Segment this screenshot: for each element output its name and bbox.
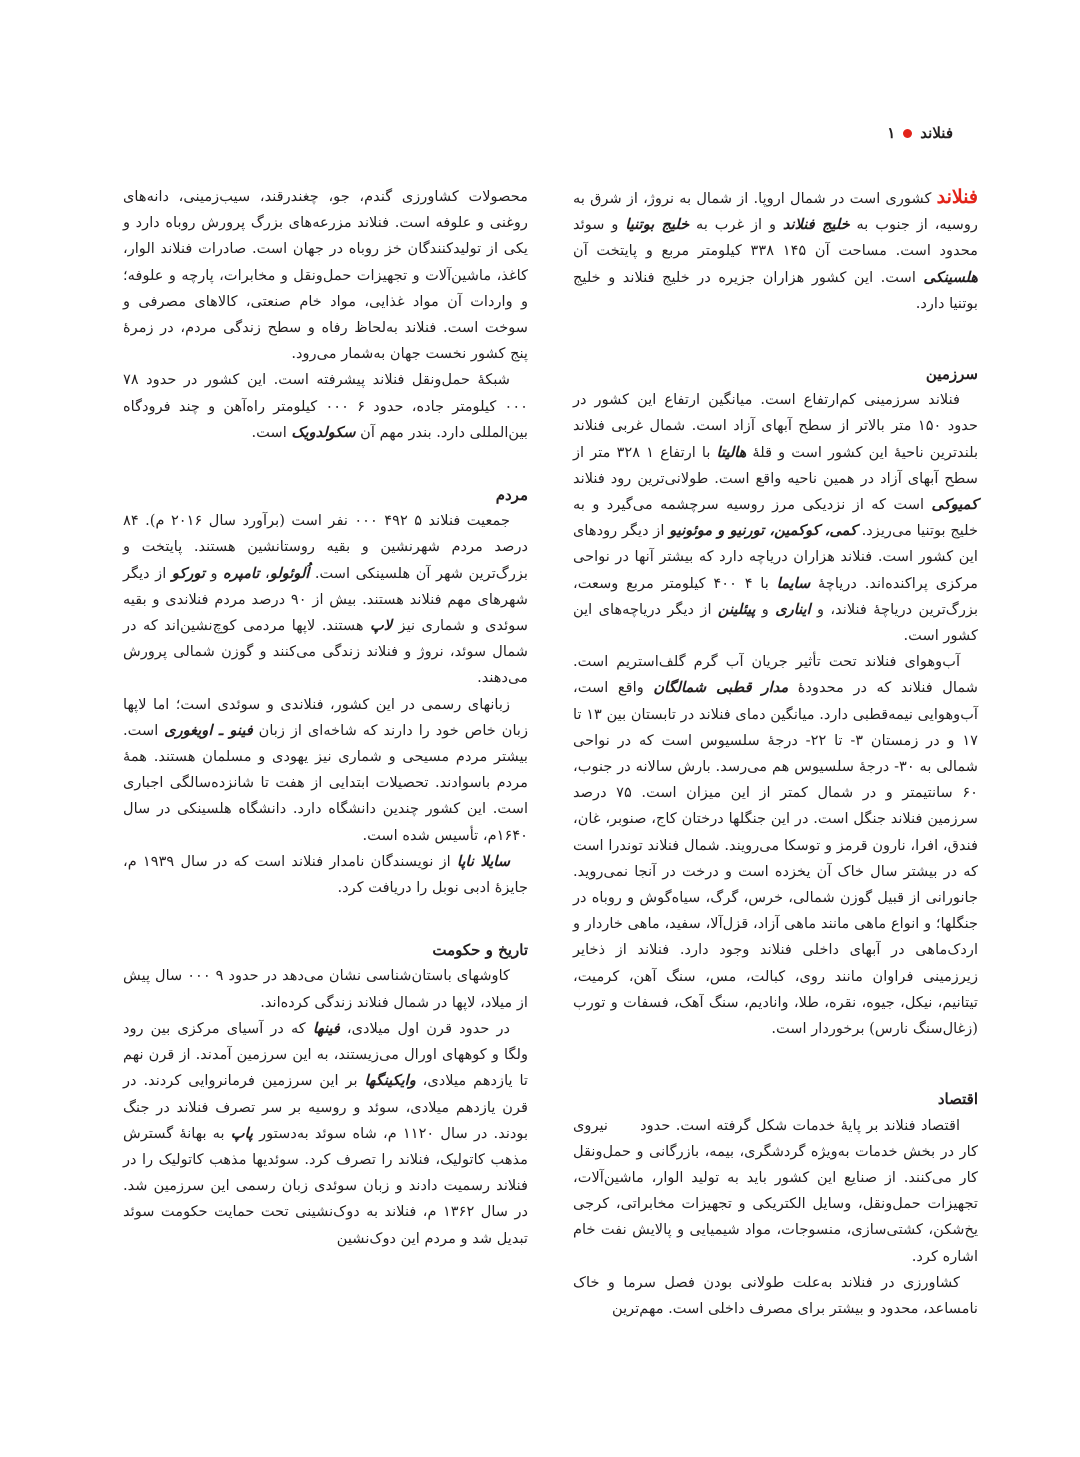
- emphasized-term: لاپ: [370, 617, 393, 635]
- emphasized-term: وایکینگها: [364, 1072, 416, 1090]
- emphasized-term: سکولدویک: [291, 423, 356, 441]
- emphasized-term: خلیج فنلاند: [782, 216, 850, 234]
- emphasized-term: تامپره: [223, 564, 260, 582]
- text-run: زبانهای رسمی در این کشور، فنلاندی و سوئدی است؛ اما لاپها زبان خاص خود را دارند که شاخه‌ای از زبان: [123, 695, 529, 739]
- text-run: است.: [251, 423, 292, 441]
- text-run: است. شمال فنلاند که در محدودهٔ: [573, 653, 978, 697]
- emphasized-term: تورکو: [171, 564, 205, 582]
- text-run: بر این سرزمین فرمانروایی کردند. در قرن یازدهم میلادی، سوئد و روسیه بر سر تصرف فنلاند در جنگ بودند. در سال ۱۱۲۰ م، شاه سوئد به‌دستور: [123, 1072, 529, 1142]
- text-run: شبکهٔ حمل‌ونقل فنلاند پیشرفته است. این کشور در حدود ۷۸ ۰۰۰ کیلومتر جاده، حدود ۶ ۰۰۰ کیلومتر راه‌آهن و چند فرودگاه بین‌المللی دارد. بندر مهم آن: [123, 371, 529, 441]
- text-run: است. این کشور هزاران جزیره در خلیج فنلاند و خلیج بوتنیا دارد.: [573, 268, 978, 312]
- emphasized-term: کمیوکی: [931, 496, 978, 514]
- text-run: کشوری است در شمال: [784, 190, 937, 207]
- emphasized-term: سایما: [776, 574, 811, 592]
- text-run: آب‌وهوای فنلاند تحت تأثیر جریان آب گرم: [685, 653, 961, 671]
- text-run: ،: [259, 564, 270, 582]
- eqtesad-paragraph-2: کشاورزی در فنلاند به‌علت طولانی بودن فصل سرما و خاک نامساعد، محدود و بیشتر برای مصرف داخلی است. مهم‌ترین: [573, 1273, 978, 1317]
- emphasized-term: اروپا: [758, 190, 785, 207]
- text-run: ، از شرق به: [573, 190, 648, 207]
- text-run: به بهانهٔ گسترش مذهب کاتولیک، فنلاند را تصرف کرد. سوئدیها مذهب کاتولیک را در فنلاند رسمیت دادند و زبان سوئدی زبان رسمی این سرزمین شد. در سال ۱۳۶۲ م، فنلاند به دوک‌نشینی تحت حمایت حکومت سوئد تبدیل شد و مردم این دوک‌نشین: [123, 1124, 529, 1247]
- text-run: و: [755, 600, 776, 618]
- page-number: ۱: [887, 124, 896, 142]
- text-run: از دیگر شهرهای مهم فنلاند هستند. بیش از ۹۰ درصد مردم فنلاندی و بقیه سوئدی و شماری نیز: [123, 564, 528, 635]
- text-run: هستند. لاپها مردمی کوچ‌نشین‌اند که در شمال سوئد، نروژ و فنلاند زندگی می‌کنند و گوزن شمالی پرورش می‌دهند.: [123, 617, 528, 687]
- header-title: فنلاند: [920, 124, 953, 142]
- section-heading-sarzamin: سرزمین: [925, 365, 978, 384]
- emphasized-term: توندرا: [608, 836, 643, 854]
- intro-paragraph: [573, 184, 978, 317]
- text-run: . از شمال به: [674, 190, 759, 207]
- emphasized-term: ایناری: [775, 600, 811, 618]
- text-run: از دیگر دریاچه‌های این کشور است.: [573, 600, 978, 645]
- text-run: جمعیت فنلاند ۵ ۴۹۲ ۰۰۰ نفر است (برآورد سال ۲۰۱۶ م). ۸۴ درصد مردم شهرنشین و بقیه روستانشین هستند. پایتخت و بزرگ‌ترین شهر آن هلسینکی است.: [123, 512, 528, 582]
- sarzamin-paragraph-2: [573, 649, 978, 1042]
- running-header: [887, 124, 953, 142]
- emphasized-term: فینو ـ اویغوری: [164, 721, 253, 739]
- emphasized-term: خلیج بوتنیا: [625, 216, 690, 234]
- emphasized-term: سایلا ناپا: [456, 852, 510, 870]
- emphasized-term: سوئد: [573, 216, 605, 234]
- section-heading-eqtesad: اقتصاد: [937, 1090, 978, 1109]
- text-run: و از غرب به: [689, 216, 783, 234]
- emphasized-term: فینها: [312, 1019, 340, 1037]
- mardom-paragraph-2: [123, 692, 528, 849]
- text-run: است که در بیشتر سال خاک آن یخزده است و درخت در آنجا نمی‌روید. جانورانی از قبیل گوزن شمالی، خرس، گرگ، سیاه‌گوش و روباه در جنگلها؛ و انواع ماهی مانند ماهی آزاد، قزل‌آلا، سفید، ماهی خاردار و اردک‌ماهی در آبهای داخلی فنلاند وجود دارد. فنلاند از ذخایر زیرزمینی فراوان مانند روی، کبالت، مس، سنگ آهن، کرمیت، تیتانیم، نیکل، جیوه، نقره، طلا، وانادیم، سنگ آهک، فسفات و تورب (زغال‌سنگ نارس) برخوردار است.: [573, 836, 978, 1038]
- text-run: در حدود قرن اول میلادی،: [339, 1019, 510, 1037]
- lead-term: فنلاند: [936, 186, 979, 208]
- emphasized-term: کمی، کوکمین، تورنیو و موئونیو: [669, 522, 857, 540]
- text-run: از دیگر رودهای این کشور است. فنلاند هزاران دریاچه دارد که بیشتر آنها در نواحی مرکزی پراکنده‌اند. دریاچهٔ: [573, 522, 979, 592]
- header-bullet-icon: [903, 129, 912, 138]
- text-run: است که از نزدیکی مرز روسیه سرچشمه می‌گیرد و به خلیج بوتنیا می‌ریزد.: [573, 496, 978, 540]
- emphasized-term: پیئلینن: [717, 600, 756, 618]
- text-run: که در آسیای مرکزی بین رود ولگا و کوههای اورال می‌زیستند، به این سرزمین آمدند. از قرن نهم تا یازدهم میلادی،: [123, 1019, 528, 1090]
- history-paragraph-2: [123, 1016, 528, 1252]
- left-column: [123, 184, 528, 1252]
- text-run: محدود است. مساحت آن ۱۴۵ ۳۳۸ کیلومتر مربع و پایتخت آن: [573, 242, 978, 260]
- sarzamin-paragraph-1: [573, 387, 978, 649]
- transport-paragraph: [123, 367, 528, 446]
- text-run: ، از جنوب به: [849, 216, 940, 234]
- section-heading-history: تاریخ و حکومت: [432, 941, 528, 960]
- emphasized-term: روسیه: [939, 216, 978, 234]
- mardom-paragraph-3: [123, 849, 528, 901]
- emphasized-term: نروژ: [647, 190, 675, 207]
- emphasized-term: گلف‌استریم: [616, 653, 686, 671]
- emphasized-term: هلسینکی: [923, 268, 978, 286]
- emphasized-term: مدار قطبی شمالگان: [653, 679, 789, 697]
- mardom-paragraph-1: [123, 508, 528, 691]
- text-run: با ۴ ۴۰۰ کیلومتر مربع وسعت، بزرگ‌ترین دریاچهٔ فنلاند، و: [573, 574, 979, 618]
- history-paragraph-1: کاوشهای باستان‌شناسی نشان می‌دهد در حدود ۹ ۰۰۰ سال پیش از میلاد، لاپها در شمال فنلاند زندگی کرده‌اند.: [123, 967, 528, 1011]
- emphasized-term: پاپ: [230, 1124, 253, 1142]
- emphasized-term: اُلوئولو: [269, 564, 310, 582]
- text-run: فنلاند سرزمینی کم‌ارتفاع است. میانگین ارتفاع این کشور در حدود ۱۵۰ متر بالاتر از سطح آبهای آزاد است. شمال غربی فنلاند بلندترین ناحیهٔ این کشور است و قلهٔ: [573, 391, 979, 461]
- economy-continued-paragraph: محصولات کشاورزی گندم، جو، چغندرقند، سیب‌زمینی، دانه‌های روغنی و علوفه است. فنلاند مزرعه‌های بزرگ پرورش روباه دارد و یکی از تولیدکنندگان خز روباه در جهان است. صادرات فنلاند الوار، کاغذ، ماشین‌آلات و تجهیزات حمل‌ونقل و مخابرات، پارچه و علوفه؛ و واردات آن مواد غذایی، مواد خام صنعتی، کالاهای مصرفی و سوخت است. فنلاند به‌لحاظ رفاه و سطح زندگی مردم، در زمرهٔ پنج کشور نخست جهان به‌شمار می‌رود.: [123, 188, 528, 363]
- emphasized-term: هالیتا: [716, 443, 747, 461]
- text-run: و: [604, 216, 626, 234]
- text-run: و: [204, 564, 224, 582]
- section-heading-mardom: مردم: [495, 486, 528, 505]
- text-run: واقع است، آب‌وهوایی نیمه‌قطبی دارد. میانگین دمای فنلاند در تابستان بین ۱۳ تا ۱۷ و در زمستان ۳- تا ۲۲- درجهٔ سلسیوس است که در نواحی شمالی به ۳۰- درجهٔ سلسیوس هم می‌رسد. بارش سالانه در جنوب، ۶۰ سانتیمتر و در شمال کمتر از این میزان است. ۷۵ درصد سرزمین فنلاند جنگل است. در این جنگلها درختان کاج، صنوبر، غان، فندق، افرا، نارون قرمز و توسکا می‌رویند. شمال فنلاند: [573, 679, 978, 854]
- eqtesad-paragraph-1: اقتصاد فنلاند بر پایهٔ خدمات شکل گرفته است. حدود نیروی کار در بخش خدمات به‌ویژه گردشگری، بیمه، بازرگانی و حمل‌ونقل کار می‌کنند. از صنایع این کشور باید به تولید الوار، ماشین‌آلات، تجهیزات حمل‌ونقل، وسایل الکتریکی و تجهیزات مخابراتی، کرجی یخ‌شکن، کشتی‌سازی، منسوجات، مواد شیمیایی و پالایش نفت خام اشاره کرد.: [568, 1116, 979, 1265]
- right-column: [568, 184, 979, 1322]
- text-run: از نویسندگان نامدار فنلاند است که در سال ۱۹۳۹ م، جایزهٔ ادبی نوبل را دریافت کرد.: [123, 852, 528, 897]
- text-run: است. بیشتر مردم مسیحی و شماری نیز یهودی و مسلمان هستند. همهٔ مردم باسوادند. تحصیلات ابتدایی از هفت تا شانزده‌سالگی اجباری است. این کشور چندین دانشگاه دارد. دانشگاه هلسینکی در سال ۱۶۴۰م، تأسیس شده است.: [123, 721, 528, 844]
- text-run: با ارتفاع ۱ ۳۲۸ متر از سطح آبهای آزاد در همین ناحیه واقع است. طولانی‌ترین رود فنلاند: [573, 443, 978, 487]
